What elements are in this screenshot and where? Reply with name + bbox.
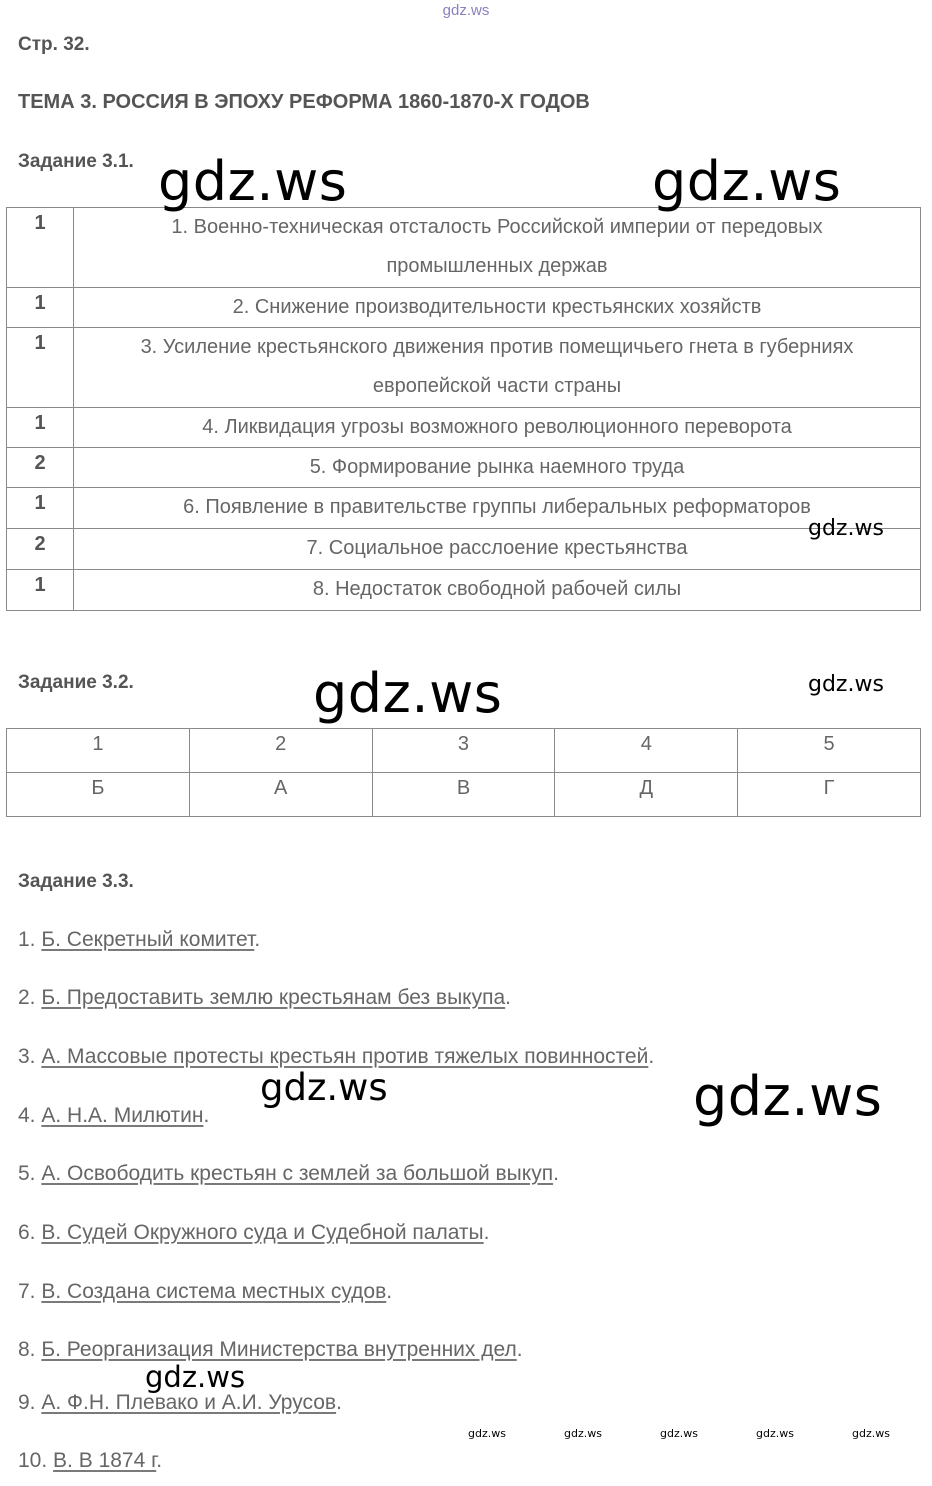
item-end: . — [483, 1221, 490, 1244]
row-number: 1 — [7, 288, 74, 328]
top-watermark: gdz.ws — [442, 2, 490, 19]
item-answer: А. Ф.Н. Плевако и А.И. Урусов — [41, 1391, 337, 1414]
task-3-1-table — [6, 207, 921, 611]
item-end: . — [553, 1162, 559, 1185]
row-text: 5. Формирование рынка наемного труда — [74, 448, 921, 488]
row-text: 7. Социальное расслоение крестьянства — [74, 529, 921, 570]
item-end: . — [516, 1338, 523, 1361]
column-header: 1 — [7, 729, 190, 773]
row-text: 1. Военно-техническая отсталость Российской империи от передовых промышленных держав — [74, 208, 921, 288]
item-number: 9. — [18, 1391, 36, 1414]
footer-watermark: gdz.ws — [852, 1427, 890, 1440]
table-row — [7, 328, 921, 408]
footer-watermark: gdz.ws — [468, 1427, 506, 1440]
item-number: 5. — [18, 1162, 36, 1185]
item-number: 8. — [18, 1338, 36, 1361]
item-answer: Б. Секретный комитет — [41, 928, 255, 951]
row-number: 1 — [7, 328, 74, 408]
item-number: 4. — [18, 1104, 36, 1127]
table-row — [7, 408, 921, 448]
table-row — [7, 729, 921, 773]
column-header: 5 — [738, 729, 921, 773]
row-text: 2. Снижение производительности крестьянских хозяйств — [74, 288, 921, 328]
item-answer: Б. Реорганизация Министерства внутренних дел — [41, 1338, 517, 1361]
row-text: 8. Недостаток свободной рабочей силы — [74, 570, 921, 611]
list-item — [18, 928, 260, 952]
list-item — [18, 986, 511, 1010]
answer-cell: Д — [555, 773, 738, 817]
list-item — [18, 1162, 559, 1186]
column-header: 4 — [555, 729, 738, 773]
item-answer: А. Массовые протесты крестьян против тяжелых повинностей — [41, 1045, 649, 1068]
answer-cell: Г — [738, 773, 921, 817]
item-end: . — [336, 1391, 342, 1414]
answer-cell: А — [189, 773, 372, 817]
watermark: gdz.ws — [808, 672, 884, 697]
footer-watermark: gdz.ws — [564, 1427, 602, 1440]
page-number: Стр. 32. — [18, 34, 90, 55]
list-item — [18, 1338, 523, 1362]
watermark: gdz.ws — [145, 1360, 246, 1394]
row-text: 6. Появление в правительстве группы либеральных реформаторов — [74, 488, 921, 529]
row-number: 1 — [7, 408, 74, 448]
item-number: 10. — [18, 1449, 48, 1472]
task-3-1-title: Задание 3.1. — [18, 151, 134, 172]
list-item — [18, 1221, 490, 1245]
table-row — [7, 288, 921, 328]
footer-watermark: gdz.ws — [660, 1427, 698, 1440]
item-end: . — [648, 1045, 655, 1068]
task-3-3-title: Задание 3.3. — [18, 871, 134, 892]
item-end: . — [203, 1104, 210, 1127]
watermark: gdz.ws — [808, 516, 884, 541]
item-number: 2. — [18, 986, 36, 1009]
row-number: 1 — [7, 208, 74, 288]
item-end: . — [505, 986, 511, 1009]
watermark: gdz.ws — [260, 1066, 388, 1109]
footer-watermark: gdz.ws — [756, 1427, 794, 1440]
table-row — [7, 208, 921, 288]
list-item — [18, 1449, 162, 1473]
column-header: 2 — [189, 729, 372, 773]
row-number: 1 — [7, 570, 74, 611]
table-row — [7, 570, 921, 611]
item-number: 6. — [18, 1221, 36, 1244]
row-text: 4. Ликвидация угрозы возможного революционного переворота — [74, 408, 921, 448]
item-answer: В. Судей Окружного суда и Судебной палаты — [41, 1221, 484, 1244]
row-text: 3. Усиление крестьянского движения против помещичьего гнета в губерниях европейской части страны — [74, 328, 921, 408]
item-number: 3. — [18, 1045, 36, 1068]
answer-cell: В — [372, 773, 555, 817]
item-answer: А. Освободить крестьян с землей за большой выкуп — [41, 1162, 554, 1185]
item-number: 1. — [18, 928, 36, 951]
row-number: 1 — [7, 488, 74, 529]
table-row — [7, 488, 921, 529]
watermark: gdz.ws — [158, 150, 348, 213]
item-answer: В. В 1874 г — [53, 1449, 157, 1472]
item-number: 7. — [18, 1280, 36, 1303]
table-row — [7, 448, 921, 488]
row-number: 2 — [7, 448, 74, 488]
list-item — [18, 1280, 392, 1304]
watermark: gdz.ws — [693, 1065, 883, 1128]
item-end: . — [386, 1280, 393, 1303]
table-row — [7, 773, 921, 817]
task-3-2-table — [6, 728, 921, 817]
column-header: 3 — [372, 729, 555, 773]
watermark: gdz.ws — [652, 150, 842, 213]
item-answer: Б. Предоставить землю крестьянам без выкупа — [41, 986, 506, 1009]
list-item — [18, 1391, 342, 1415]
row-number: 2 — [7, 529, 74, 570]
table-row — [7, 529, 921, 570]
item-end: . — [254, 928, 261, 951]
task-3-2-title: Задание 3.2. — [18, 672, 134, 693]
item-answer: В. Создана система местных судов — [41, 1280, 387, 1303]
answer-cell: Б — [7, 773, 190, 817]
watermark: gdz.ws — [313, 662, 503, 725]
topic-title: ТЕМА 3. РОССИЯ В ЭПОХУ РЕФОРМА 1860-1870-Х ГОДОВ — [18, 91, 590, 113]
list-item — [18, 1104, 209, 1128]
item-end: . — [156, 1449, 163, 1472]
item-answer: А. Н.А. Милютин — [41, 1104, 204, 1127]
